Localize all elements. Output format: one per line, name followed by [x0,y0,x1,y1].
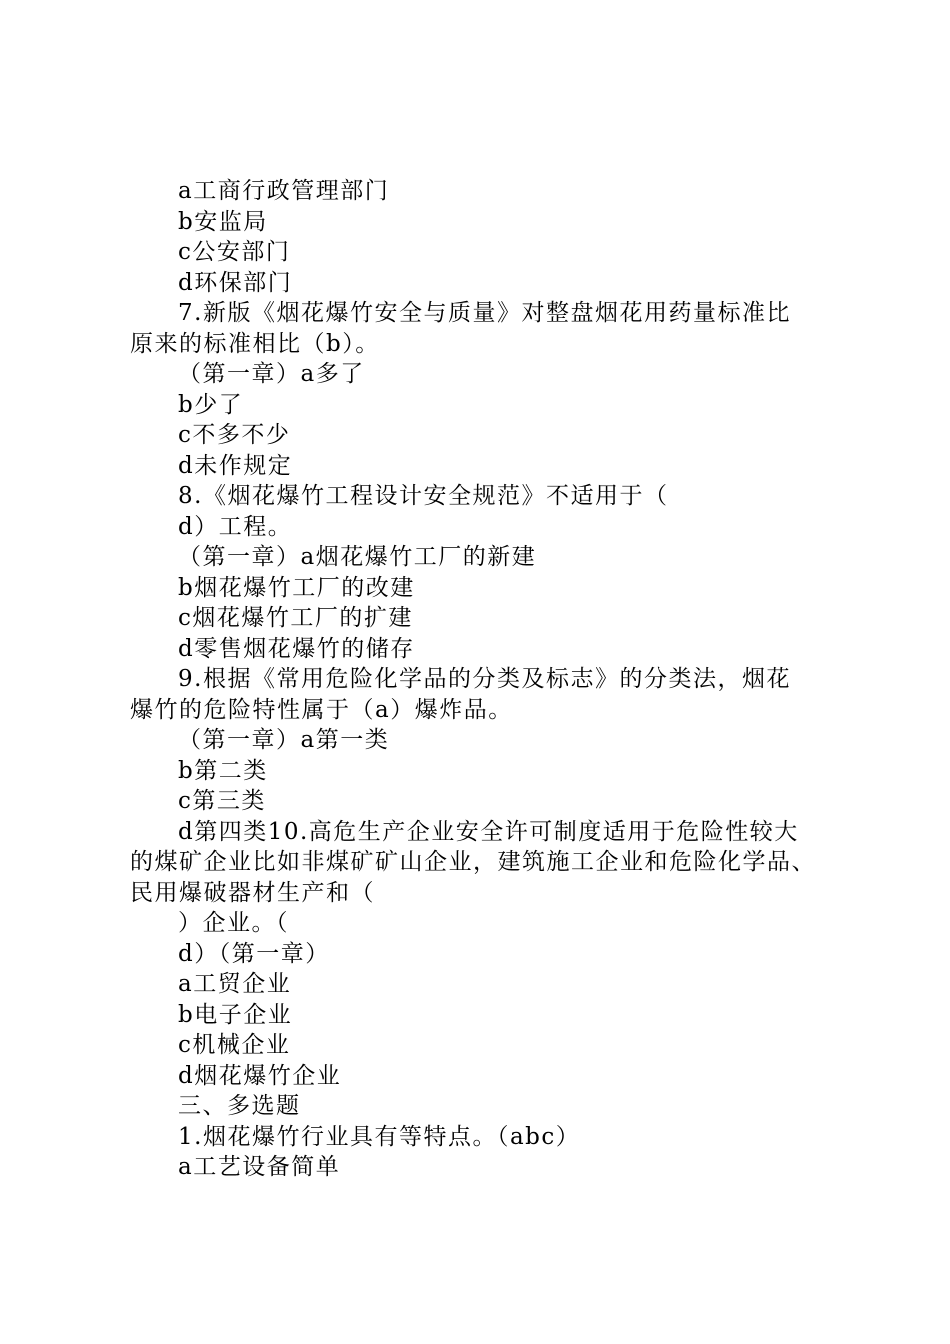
text-line: （第一章）a第一类 [178,727,390,753]
text-line: b安监局 [178,208,268,235]
text-line: 原来的标准相比（b）。 [130,330,380,357]
text-line: d第四类10.高危生产企业安全许可制度适用于危险性较大 [178,818,799,845]
text-line: （第一章）a多了 [178,361,365,387]
text-line: b少了 [178,391,244,418]
text-line: d）（第一章） [178,940,330,967]
text-line: 7.新版《烟花爆竹安全与质量》对整盘烟花用药量标准比 [178,300,791,326]
text-line: c烟花爆竹工厂的扩建 [178,605,413,631]
text-line: b烟花爆竹工厂的改建 [178,574,415,601]
text-line: （第一章）a烟花爆竹工厂的新建 [178,544,537,570]
text-line: a工贸企业 [178,971,292,997]
text-line: 的煤矿企业比如非煤矿矿山企业，建筑施工企业和危险化学品、 [130,849,816,875]
text-line: 三、多选题 [178,1093,301,1119]
text-line: d零售烟花爆竹的储存 [178,635,415,662]
text-line: b第二类 [178,757,268,784]
text-line: c公安部门 [178,239,291,265]
text-line: 1.烟花爆竹行业具有等特点。（abc） [178,1123,581,1150]
document-body [130,176,840,1183]
text-line: d烟花爆竹企业 [178,1062,342,1089]
text-line: a工艺设备简单 [178,1154,341,1180]
text-line: d未作规定 [178,452,293,479]
text-line: ）企业。（ [178,910,289,936]
text-line: c不多不少 [178,422,291,448]
text-line: b电子企业 [178,1001,293,1028]
text-line: a工商行政管理部门 [178,178,390,204]
text-line: 民用爆破器材生产和（ [130,879,375,906]
text-line: 8.《烟花爆竹工程设计安全规范》不适用于（ [178,483,669,509]
text-line: c第三类 [178,788,266,814]
text-line: 9.根据《常用危险化学品的分类及标志》的分类法，烟花 [178,666,791,692]
text-line: 爆竹的危险特性属于（a）爆炸品。 [130,696,513,723]
text-line: c机械企业 [178,1032,291,1058]
text-line: d）工程。 [178,513,293,540]
text-line: d环保部门 [178,269,293,296]
